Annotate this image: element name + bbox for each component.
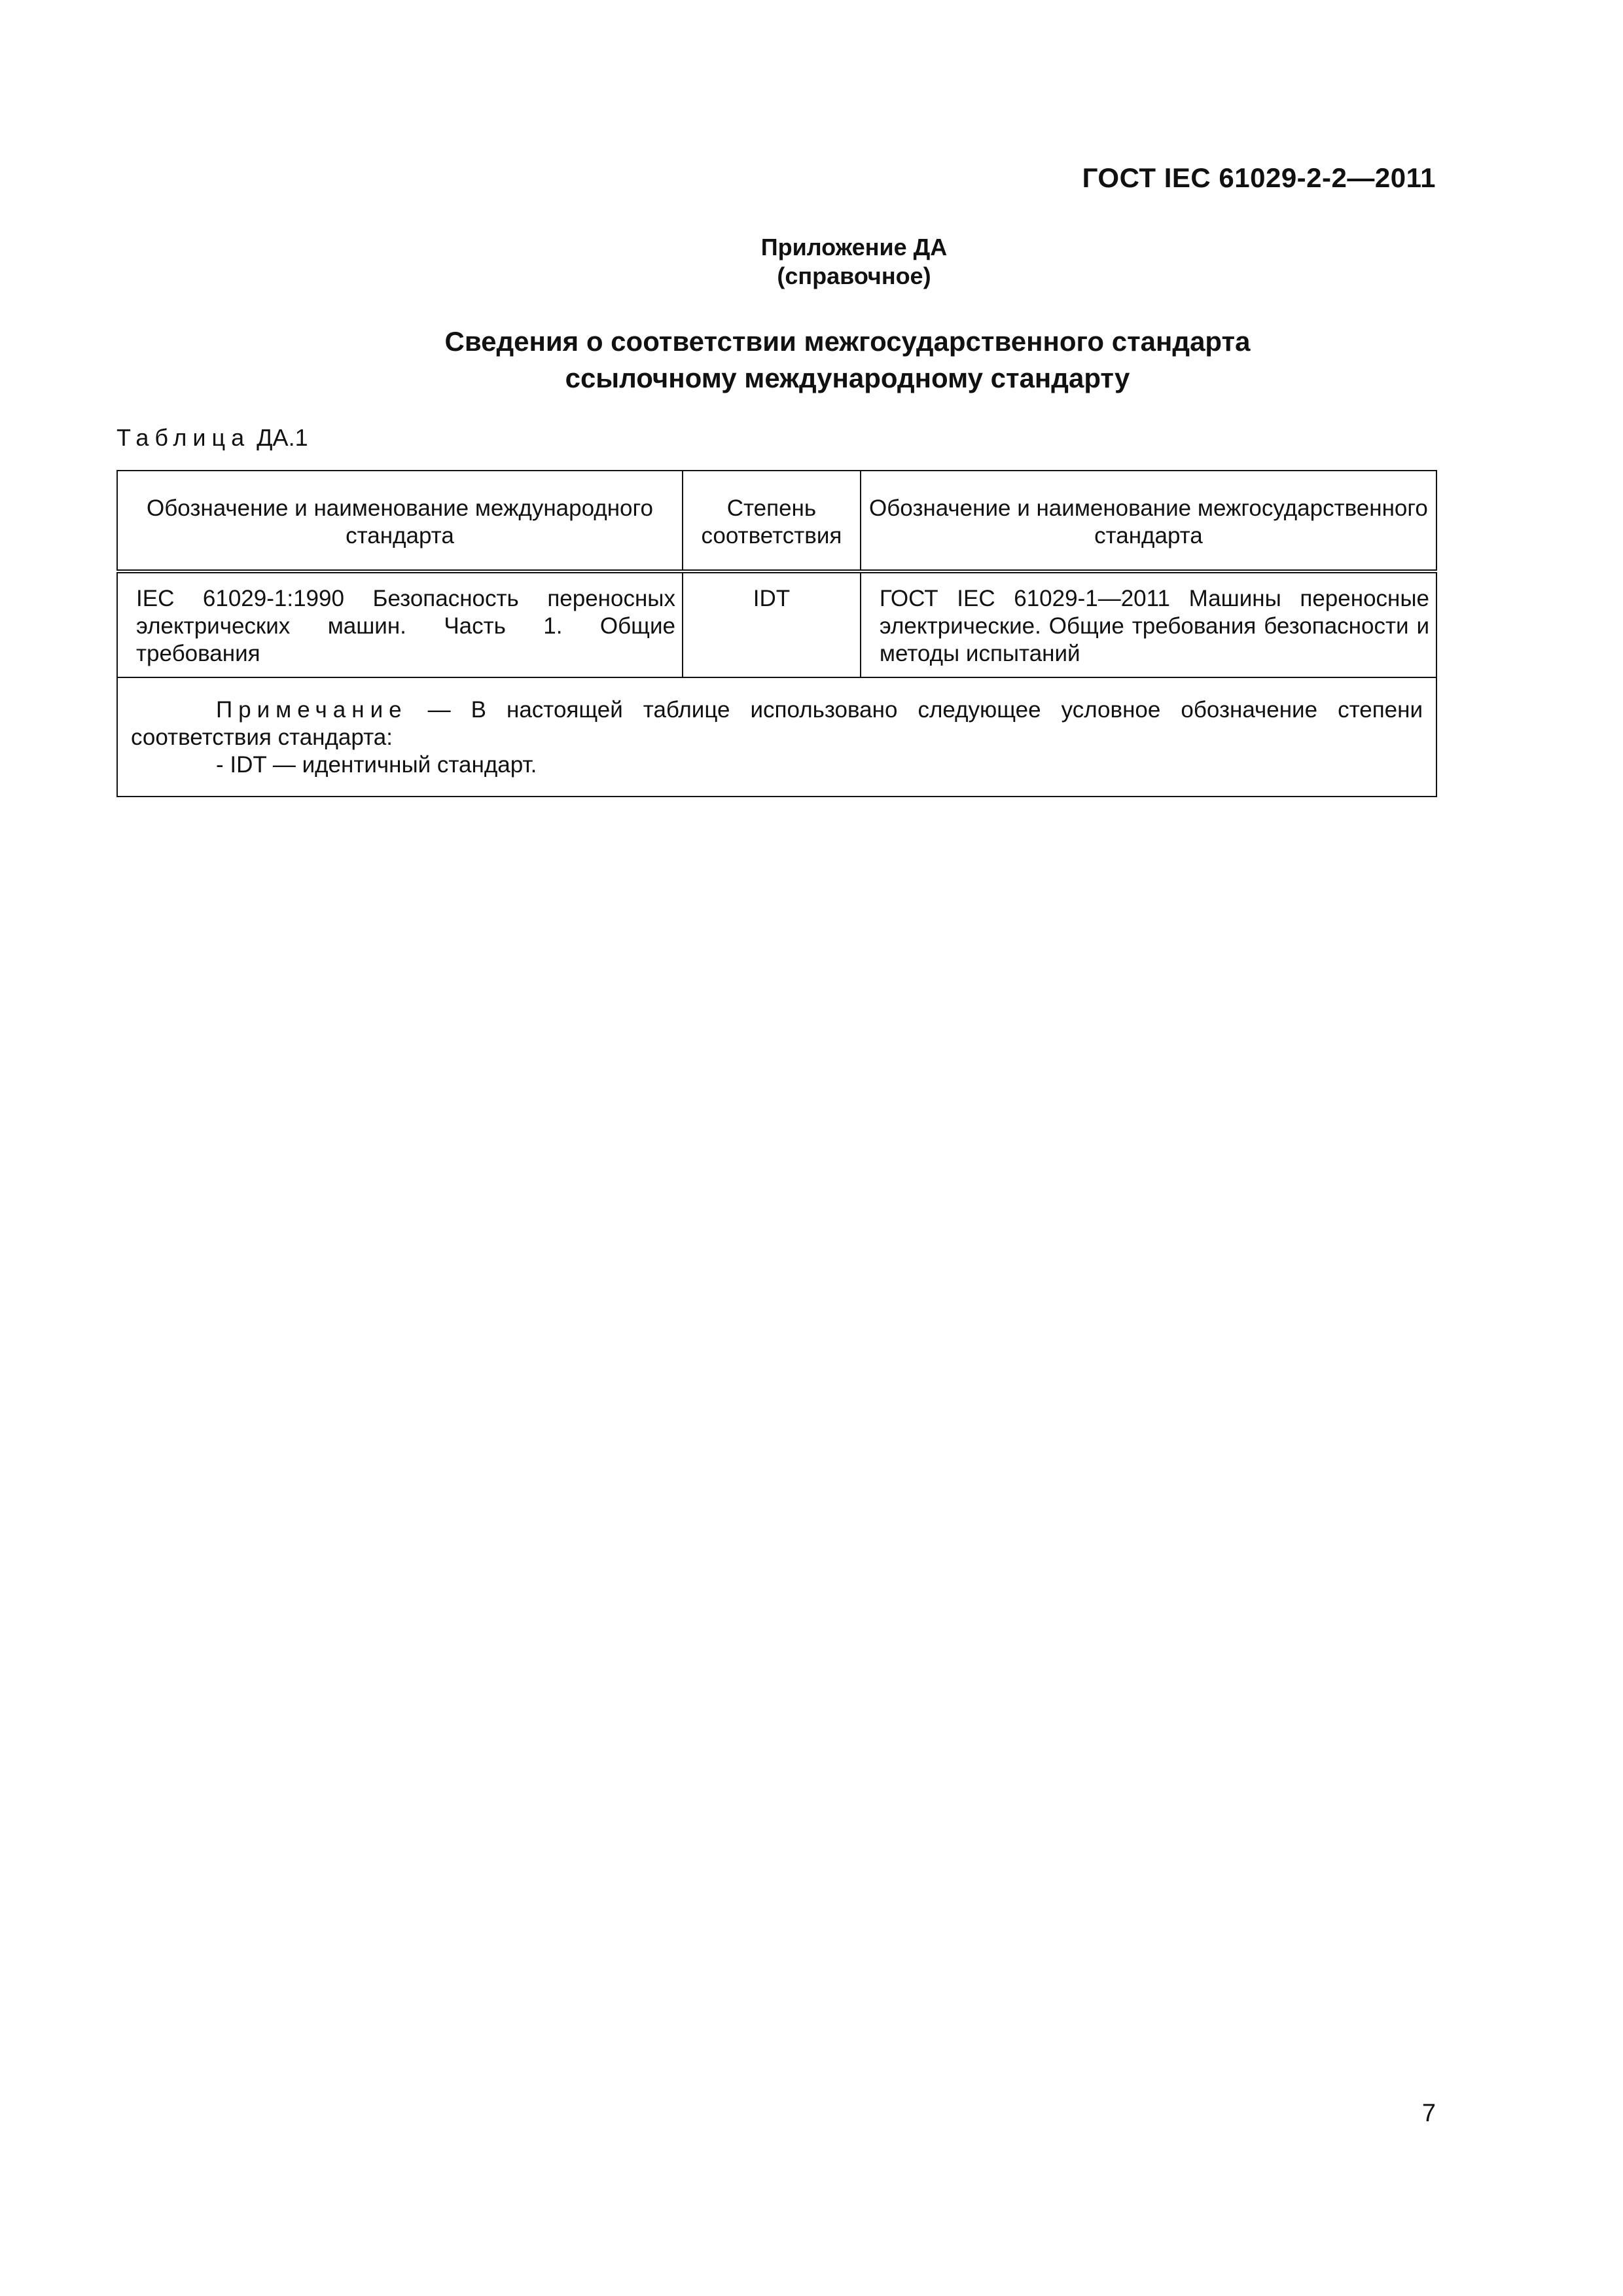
appendix-heading — [0, 233, 1623, 291]
table-note-row — [117, 677, 1436, 797]
section-title-line-2: ссылочному международному стандарту — [565, 363, 1130, 393]
page-number: 7 — [1421, 2100, 1436, 2127]
table-caption — [116, 424, 308, 452]
section-title-line-1: Сведения о соответствии межгосударственного стандарта — [444, 326, 1251, 357]
note-body: — В настоящей таблице использовано следующее условное обозначение степени соответствия стандарта: — [131, 697, 1423, 750]
cell-degree: IDT — [683, 571, 861, 677]
correspondence-table — [116, 470, 1437, 797]
appendix-title: Приложение ДА — [760, 234, 948, 260]
note-label: Примечание — [216, 697, 408, 723]
header-degree-of-correspondence: Степень соответствия — [683, 471, 861, 571]
table-header-row — [117, 471, 1436, 571]
document-code: ГОСТ IEC 61029-2-2—2011 — [1082, 162, 1436, 193]
note-list-item: - IDT — идентичный стандарт. — [216, 752, 537, 778]
header-interstate-standard: Обозначение и наименование межгосударственного стандарта — [861, 471, 1436, 571]
note-text — [131, 696, 1423, 751]
table-row — [117, 571, 1436, 677]
cell-interstate-standard: ГОСТ IEC 61029-1—2011 Машины переносные электрические. Общие требования безопасности и методы испытаний — [861, 571, 1436, 677]
section-title — [0, 323, 1623, 397]
cell-international-standard: IEC 61029-1:1990 Безопасность переносных электрических машин. Часть 1. Общие требования — [117, 571, 683, 677]
header-international-standard: Обозначение и наименование международного стандарта — [117, 471, 683, 571]
appendix-subtitle: (справочное) — [777, 262, 931, 289]
table-caption-number: ДА.1 — [257, 424, 308, 451]
table-note — [117, 677, 1436, 797]
table-caption-prefix: Таблица — [116, 424, 251, 451]
